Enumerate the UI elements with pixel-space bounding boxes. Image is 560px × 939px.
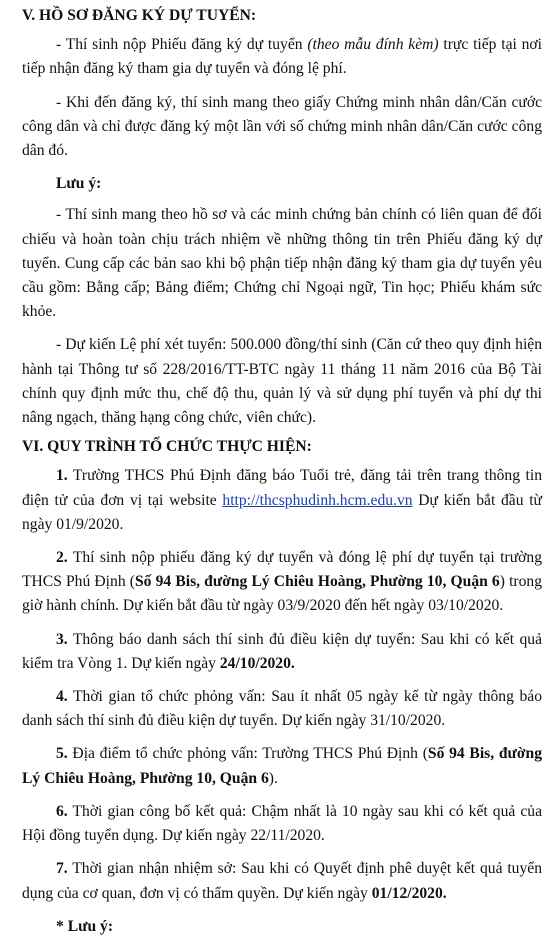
- school-address: Số 94 Bis, đường Lý Chiêu Hoàng, Phường 10, Quận 6: [22, 745, 542, 787]
- section-5-paragraph-4: - Dự kiến Lệ phí xét tuyển: 500.000 đồng/thí sinh (Căn cứ theo quy định hiện hành tại Thông tư số 228/2016/TT-BTC ngày 11 tháng 11 năm 2016 của Bộ Tài chính quy định mức thu, chế độ thu, quản lý và sử dụng phí tuyển và phí dự thi nâng ngạch, thăng hạng công chức, viên chức).: [22, 336, 542, 427]
- note-label: Lưu ý:: [56, 175, 102, 193]
- step-4: [22, 685, 542, 733]
- step-text: Thời gian nhận nhiệm sở: Sau khi có Quyết định phê duyệt kết quả tuyển dụng của cơ quan, đơn vị có thẩm quyền. Dự kiến ngày: [22, 860, 542, 902]
- step-3: [22, 628, 542, 676]
- step-number: 7.: [56, 860, 68, 878]
- step-text: Trường THCS Phú Định đăng báo Tuổi trẻ, đăng tải trên trang thông tin điện tử của đơn vị tại website: [22, 467, 542, 509]
- step-text: ).: [268, 769, 278, 787]
- step-5: [22, 742, 542, 790]
- step-number: 1.: [56, 467, 68, 485]
- step-number: 6.: [56, 802, 68, 820]
- section-5-paragraph-3: - Thí sinh mang theo hồ sơ và các minh chứng bản chính có liên quan để đối chiếu và hoàn toàn chịu trách nhiệm về những thông tin trên Phiếu đăng ký dự tuyển. Cung cấp các bản sao khi bộ phận tiếp nhận đăng ký tham gia dự tuyển yêu cầu gồm: Bằng cấp; Bảng điểm; Chứng chỉ Ngoại ngữ, Tin học; Phiếu khám sức khỏe.: [22, 206, 542, 321]
- step-date: 24/10/2020.: [219, 654, 295, 672]
- website-link[interactable]: http://thcsphudinh.hcm.edu.vn: [222, 491, 413, 509]
- paragraph-text: - Thí sinh nộp Phiếu đăng ký dự tuyển: [56, 36, 308, 54]
- step-date: 01/12/2020.: [371, 884, 447, 902]
- step-6: [22, 800, 542, 848]
- step-number: 4.: [56, 688, 68, 706]
- step-2: [22, 546, 542, 619]
- section-6-heading: VI. QUY TRÌNH TỔ CHỨC THỰC HIỆN:: [22, 438, 312, 456]
- step-7: [22, 857, 542, 905]
- step-number: 5.: [56, 745, 68, 763]
- italic-note: (theo mẫu đính kèm): [307, 36, 439, 54]
- step-number: 2.: [56, 549, 68, 567]
- final-note-label: * Lưu ý:: [56, 917, 114, 935]
- step-text: Thời gian tổ chức phỏng vấn: Sau ít nhất 05 ngày kể từ ngày thông báo danh sách thí sinh đủ điều kiện dự tuyển. Dự kiến ngày 31/10/2020.: [22, 688, 542, 730]
- step-1: [22, 464, 542, 537]
- step-text: Thí sinh nộp phiếu đăng ký dự tuyển và đóng lệ phí dự tuyển tại trường THCS Phú Định (: [22, 549, 542, 591]
- school-address: Số 94 Bis, đường Lý Chiêu Hoàng, Phường 10, Quận 6: [134, 573, 500, 591]
- section-5-paragraph-1: [22, 33, 542, 81]
- section-5-paragraph-2: - Khi đến đăng ký, thí sinh mang theo giấy Chứng minh nhân dân/Căn cước công dân và chỉ được đăng ký một lần với số chứng minh nhân dân/Căn cước công dân đó.: [22, 93, 542, 160]
- section-5-heading: V. HỒ SƠ ĐĂNG KÝ DỰ TUYỂN:: [22, 7, 257, 24]
- step-text: Thời gian công bố kết quả: Chậm nhất là 10 ngày sau khi có kết quả của Hội đồng tuyển dụng. Dự kiến ngày 22/11/2020.: [22, 802, 542, 845]
- step-text: Dự kiến bắt đầu từ ngày 01/9/2020.: [22, 491, 543, 533]
- step-text: Địa điểm tổ chức phỏng vấn: Trường THCS Phú Định (: [67, 745, 428, 763]
- paragraph-text: trực tiếp tại nơi tiếp nhận đăng ký tham gia dự tuyển và đóng lệ phí.: [22, 36, 542, 78]
- step-text: Thông báo danh sách thí sinh đủ điều kiện dự tuyển: Sau khi có kết quả kiểm tra Vòng 1. Dự kiến ngày: [22, 630, 542, 672]
- step-text: ) trong giờ hành chính. Dự kiến bắt đầu từ ngày 03/9/2020 đến hết ngày 03/10/2020.: [22, 573, 542, 615]
- step-number: 3.: [56, 630, 68, 648]
